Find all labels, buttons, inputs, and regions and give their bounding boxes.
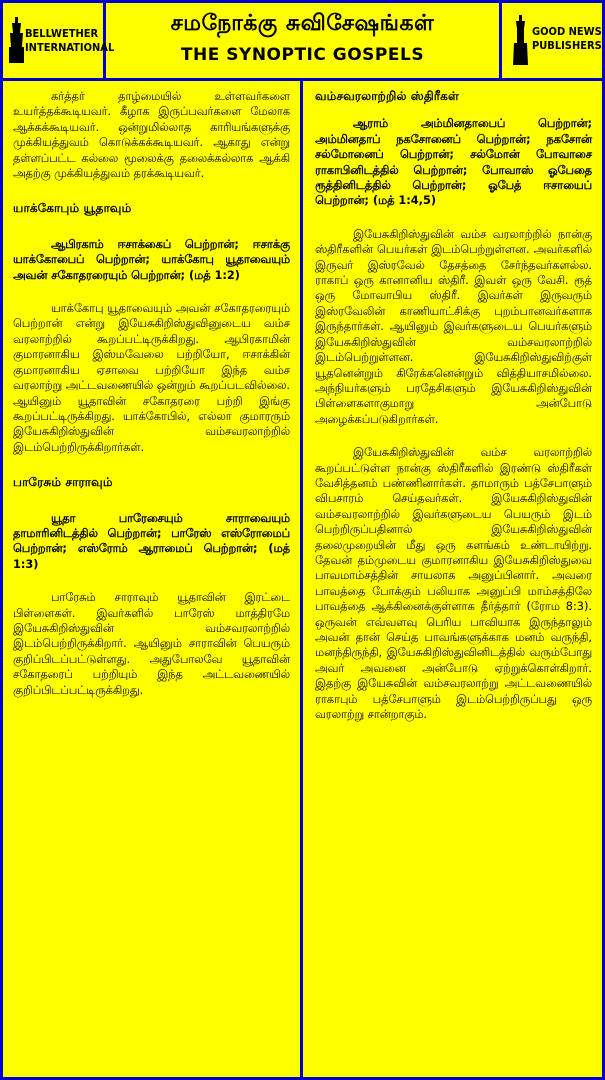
- right-column: [303, 81, 602, 1077]
- bell-tower-icon: [9, 17, 25, 63]
- scripture-verse: ஆராம் அம்மினதாபைப் பெற்றான்; அம்மினதாப் நகசோனைப் பெற்றான்; நகசோன் சல்மோனைப் பெற்றான்; சல்மோன் போவாசை ராகாபினிடத்தில் பெற்றான்; போவாஸ் ஓபேதை ரூத்தினிடத்தில் பெற்றான்; ஓபேத் ஈசாயைப் பெற்றான்; (மத் 1:4,5): [315, 117, 592, 208]
- section-heading: யாக்கோபும் யூதாவும்: [13, 201, 132, 216]
- paragraph-gap: [315, 427, 592, 445]
- logo-line: PUBLISHERS: [532, 39, 602, 52]
- page-title-tamil: சமநோக்கு சுவிசேஷங்கள்: [170, 11, 435, 36]
- logo-line: INTERNATIONAL: [25, 41, 115, 54]
- body-paragraph: யாக்கோபு யூதாவையும் அவன் சகோதரரையும் பெற்றான் என்று இயேசுகிறிஸ்துவினுடைய வம்ச வரலாற்றில் கூறப்பட்டிருக்கிறது. ஆபிரகாமின் குமாரனாகிய இஸ்மவேலை பற்றியோ, ஈசாக்கின் குமாரனாகிய ஏசாவை பற்றியோ இந்த வம்ச வரலாற்று அட்டவணையில் ஒன்றும் கூறப்படவில்லை. ஆயினும் யூதாவின் சகோதரரை பற்றி இங்கு கூறப்பட்டிருக்கிறது. யாக்கோபில், எல்லா குமாரரும் இயேசுகிறிஸ்துவின் வம்சவரலாற்றில் இடம்பெற்றிருக்கிறார்கள்.: [13, 302, 290, 454]
- intro-paragraph: கர்த்தர் தாழ்மையில் உள்ளவர்களை உயர்த்தக்கூடியவர். கீழாக இருப்பவர்களை மேலாக ஆக்கக்கூடியவர். ஒன்றுமில்லாத காரியங்களுக்கு முக்கியத்துவம் கொடுக்கக்கூடியவர். ஆகாது என்று தள்ளப்பட்ட கல்லை மூலைக்கு தலைக்கல்லாக ஆக்கி அதற்கு முக்கியத்துவம் தரக்கூடியவர்.: [13, 90, 290, 181]
- body-paragraph: இயேசுகிறிஸ்துவின் வம்ச வரலாற்றில் கூறப்பட்டுள்ள நான்கு ஸ்திரீகளில் இரண்டு ஸ்திரீகள் வேசித்தனம் பண்ணினார்கள். தாமாரும் பத்சேபாளும் விபசாரம் செய்தவர்கள். இயேசுகிறிஸ்துவின் வம்சவரலாற்றில் இவர்களுடைய பெயரும் இடம் பெற்றிருப்பதினால் இயேசுகிறிஸ்துவின் தலைமுறையின் மீது ஒரு களங்கம் உண்டாயிற்று. தேவன் தம்முடைய குமாரனாகிய இயேசுகிறிஸ்துவை பாவமாம்சத்தின் சாயலாக அனுப்பினார். அவரை பாவத்தை போக்கும் பலியாக அனுப்பி மாம்சத்திலே பாவத்தை ஆக்கினைக்குள்ளாக தீர்த்தார் (ரோம 8:3). ஒருவன் எவ்வளவு பெரிய பாவியாக இருந்தாலும் அவன் தான் செய்த பாவங்களுக்காக மனம் வருந்தி, மனந்திருந்தி, இயேசுகிறிஸ்துவினிடத்தில் வரும்போது அவர் அவனை அன்போடு ஏற்றுக்கொள்கிறார். இதற்கு இயேசுவின் வம்சவரலாற்று அட்டவணையில் ராகாபும் பத்சேபாளும் இடம்பெற்றிருப்பது ஒரு வரலாற்று சான்றாகும்.: [315, 446, 592, 722]
- good-news-logo: [502, 3, 602, 78]
- scripture-verse: யூதா பாரேசையும் சாராவையும் தாமாரினிடத்தில் பெற்றான்; பாரேஸ் எஸ்ரோமைப் பெற்றான்; எஸ்ரோம் ஆராமைப் பெற்றான்; (மத் 1:3): [13, 511, 290, 571]
- scripture-verse: ஆபிரகாம் ஈசாக்கைப் பெற்றான்; ஈசாக்கு யாக்கோபைப் பெற்றான்; யாக்கோபு யூதாவையும் அவன் சகோதரரையும் பெற்றான்; (மத் 1:2): [13, 237, 290, 282]
- content-columns: [3, 81, 602, 1077]
- body-paragraph: இயேசுகிறிஸ்துவின் வம்ச வரலாற்றில் நான்கு ஸ்திரீகளின் பெயர்கள் இடம்பெற்றுள்ளன. அவர்களில் இருவர் இஸ்ரவேல் தேசத்தை சேர்ந்தவர்களல்ல. ராகாப் ஒரு கானானிய ஸ்திரீ. இவள் ஒரு வேசி. ரூத் ஒரு மோவாபிய ஸ்திரீ. இவர்கள் இருவரும் இஸ்ரவேலின் காணியாட்சிக்கு புறம்பானவர்களாக இருந்தார்கள். ஆயினும் இவர்களுடைய பெயர்களும் இயேசுகிறிஸ்துவின் வம்சவரலாற்றில் இடம்பெற்றுள்ளன. இயேசுகிறிஸ்துவிற்குள் யூதனென்றும் கிரேக்கனென்றும் வித்தியாசமில்லை. அந்நியர்களும் பரதேசிகளும் இயேசுகிறிஸ்துவின் பிள்ளைகளாகுமாறு அன்போடு அழைக்கப்படுகிறார்கள்.: [315, 227, 592, 426]
- good-news-logo-text: [532, 25, 602, 53]
- section-heading: பாரேசும் சாராவும்: [13, 475, 113, 490]
- left-column: [3, 81, 300, 1077]
- lamp-tower-icon: [512, 15, 530, 65]
- title-box: [106, 3, 499, 78]
- bellwether-logo-text: [25, 27, 114, 55]
- bellwether-logo: [3, 3, 115, 78]
- page-title-english: THE SYNOPTIC GOSPELS: [180, 45, 425, 65]
- header: [3, 3, 602, 78]
- logo-line: GOOD NEWS: [532, 25, 602, 38]
- logo-line: BELLWETHER: [25, 27, 99, 40]
- body-paragraph: பாரேசும் சாராவும் யூதாவின் இரட்டை பிள்ளைகள். இவர்களில் பாரேஸ் மாத்திரமே இயேசுகிறிஸ்துவின் வம்சவரலாற்றில் இடம்பெற்றிருக்கிறார். ஆயினும் சாராவின் பெயரும் குறிப்பிடப்பட்டுள்ளது. அதுபோலவே யூதாவின் சகோதரைப் பற்றியும் இந்த அட்டவணையில் குறிப்பிடப்பட்டிருக்கிறது.: [13, 591, 290, 697]
- section-heading: வம்சவரலாற்றில் ஸ்திரீகள்: [315, 89, 459, 103]
